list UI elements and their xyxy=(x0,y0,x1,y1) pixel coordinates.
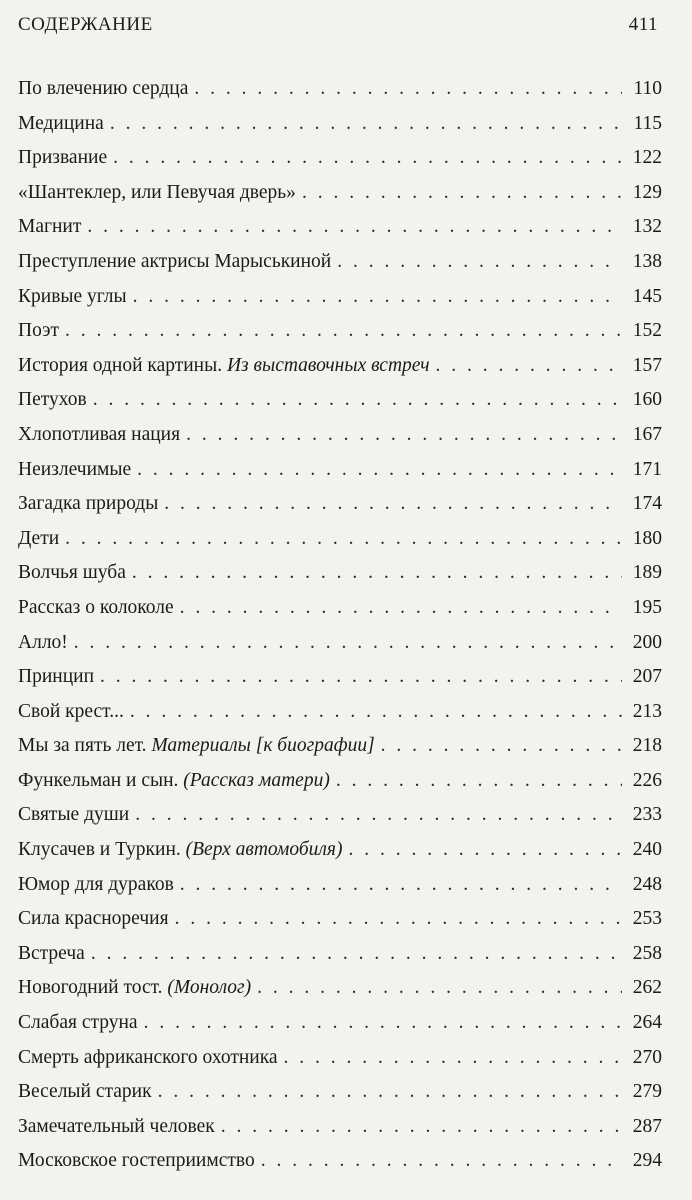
toc-entry xyxy=(18,286,662,321)
dot-leader xyxy=(65,320,622,342)
toc-entry xyxy=(18,874,662,909)
toc-entry xyxy=(18,493,662,528)
toc-entry-title: Призвание xyxy=(18,147,108,169)
dot-leader xyxy=(65,528,622,550)
toc-entry-page: 189 xyxy=(632,562,662,584)
toc-entry-title: Смерть африканского охотника xyxy=(18,1046,278,1068)
toc-entry-page: 248 xyxy=(632,873,662,895)
toc-entry-title: Юмор для дураков xyxy=(18,873,174,895)
dot-leader xyxy=(133,286,622,308)
dot-leader xyxy=(257,977,622,999)
toc-entry-page: 115 xyxy=(633,112,662,134)
toc-entry-title-group xyxy=(18,389,87,411)
dot-leader xyxy=(135,804,622,826)
dot-leader xyxy=(180,874,622,896)
toc-entry-page: 174 xyxy=(632,493,662,515)
toc-entry xyxy=(18,1116,662,1151)
toc-entry-title-group xyxy=(18,216,81,238)
toc-entry-title-group xyxy=(18,459,131,481)
toc-entry-page: 180 xyxy=(632,527,662,549)
toc-entry-title-group xyxy=(18,770,330,792)
toc-entry-title-group xyxy=(18,597,174,619)
toc-entry-title-group xyxy=(18,1150,255,1172)
dot-leader xyxy=(91,943,622,965)
toc-entry-subtitle: Материалы [к биографии] xyxy=(151,735,375,757)
dot-leader xyxy=(302,182,622,204)
toc-entry-title-group xyxy=(18,528,59,550)
dot-leader xyxy=(110,113,622,135)
toc-entry-title: Дети xyxy=(18,527,60,549)
toc-entry-title-group xyxy=(18,562,126,584)
toc-entry-title-group xyxy=(18,943,85,965)
toc-entry-page: 213 xyxy=(632,700,662,722)
toc-entry-title-group xyxy=(18,1012,138,1034)
table-of-contents xyxy=(18,78,662,1185)
dot-leader xyxy=(164,493,622,515)
toc-entry-title-group xyxy=(18,701,124,723)
toc-entry-title: Сила красноречия xyxy=(18,908,169,930)
toc-entry-subtitle: (Рассказ матери) xyxy=(183,769,330,791)
dot-leader xyxy=(186,424,622,446)
dot-leader xyxy=(180,597,622,619)
toc-entry-page: 160 xyxy=(632,389,662,411)
toc-entry xyxy=(18,459,662,494)
toc-entry-page: 152 xyxy=(632,320,662,342)
toc-entry-title: Алло! xyxy=(18,631,68,653)
toc-entry xyxy=(18,1081,662,1116)
toc-entry-page: 129 xyxy=(632,181,662,203)
page-number: 411 xyxy=(628,14,658,35)
toc-entry-title-group xyxy=(18,977,251,999)
toc-entry-page: 132 xyxy=(632,216,662,238)
toc-entry-page: 122 xyxy=(632,147,662,169)
toc-entry-subtitle: (Верх автомобиля) xyxy=(185,839,343,861)
toc-entry-title: Магнит xyxy=(18,216,82,238)
toc-entry-title-group xyxy=(18,182,296,204)
toc-entry-title: Преступление актрисы Марыськиной xyxy=(18,250,332,272)
toc-entry-title: Загадка природы xyxy=(18,493,159,515)
toc-entry xyxy=(18,597,662,632)
toc-entry-title: Неизлечимые xyxy=(18,458,132,480)
dot-leader xyxy=(130,701,622,723)
toc-entry-title-group xyxy=(18,78,188,100)
dot-leader xyxy=(137,459,622,481)
toc-entry-title-group xyxy=(18,874,174,896)
toc-entry-title: Святые души xyxy=(18,804,130,826)
toc-entry xyxy=(18,1150,662,1185)
toc-entry-page: 270 xyxy=(632,1046,662,1068)
toc-entry-page: 287 xyxy=(632,1115,662,1137)
dot-leader xyxy=(381,735,622,757)
toc-entry-page: 171 xyxy=(632,458,662,480)
toc-entry-title: Замечательный человек xyxy=(18,1115,215,1137)
toc-entry-title: Слабая струна xyxy=(18,1012,138,1034)
dot-leader xyxy=(337,251,622,273)
toc-entry-title-group xyxy=(18,320,59,342)
dot-leader xyxy=(93,389,622,411)
dot-leader xyxy=(175,908,622,930)
toc-entry-page: 226 xyxy=(632,769,662,791)
dot-leader xyxy=(100,666,622,688)
toc-entry-page: 138 xyxy=(632,250,662,272)
toc-entry-title: Веселый старик xyxy=(18,1081,152,1103)
dot-leader xyxy=(194,78,622,100)
toc-entry-page: 157 xyxy=(632,354,662,376)
toc-entry-page: 195 xyxy=(632,596,662,618)
dot-leader xyxy=(221,1116,622,1138)
toc-entry-title: Хлопотливая нация xyxy=(18,423,181,445)
toc-entry-page: 264 xyxy=(632,1012,662,1034)
toc-entry-page: 110 xyxy=(633,78,662,99)
dot-leader xyxy=(144,1012,622,1034)
toc-entry xyxy=(18,147,662,182)
toc-entry xyxy=(18,216,662,251)
toc-entry-title: Волчья шуба xyxy=(18,562,126,584)
toc-entry-page: 279 xyxy=(632,1081,662,1103)
toc-entry xyxy=(18,735,662,770)
running-head xyxy=(18,14,658,36)
toc-entry-title-group xyxy=(18,147,107,169)
toc-entry-title-group xyxy=(18,1116,215,1138)
toc-entry-title-group xyxy=(18,839,342,861)
toc-entry xyxy=(18,78,662,113)
toc-entry-title-group xyxy=(18,113,104,135)
toc-entry-title-group xyxy=(18,286,127,308)
toc-entry xyxy=(18,424,662,459)
toc-entry-title: По влечению сердца xyxy=(18,78,189,99)
toc-entry-title-group xyxy=(18,355,430,377)
dot-leader xyxy=(348,839,622,861)
toc-entry xyxy=(18,701,662,736)
dot-leader xyxy=(261,1150,622,1172)
toc-entry xyxy=(18,770,662,805)
toc-entry xyxy=(18,528,662,563)
toc-entry xyxy=(18,389,662,424)
toc-entry-page: 167 xyxy=(632,423,662,445)
toc-entry-subtitle: (Монолог) xyxy=(167,977,252,999)
toc-entry xyxy=(18,908,662,943)
toc-entry xyxy=(18,1047,662,1082)
toc-entry xyxy=(18,355,662,390)
toc-entry-title: Свой крест... xyxy=(18,700,124,722)
toc-entry-page: 262 xyxy=(632,977,662,999)
toc-entry xyxy=(18,666,662,701)
section-title: СОДЕРЖАНИЕ xyxy=(18,14,153,35)
toc-entry-title-group xyxy=(18,735,375,757)
toc-entry-title: Рассказ о колоколе xyxy=(18,596,174,618)
toc-entry-title: Московское гостеприимство xyxy=(18,1150,255,1172)
toc-entry-title-group xyxy=(18,908,169,930)
toc-entry xyxy=(18,943,662,978)
dot-leader xyxy=(74,632,622,654)
toc-entry-title: «Шантеклер, или Певучая дверь» xyxy=(18,181,296,203)
dot-leader xyxy=(336,770,622,792)
toc-entry-title-group xyxy=(18,493,158,515)
toc-entry xyxy=(18,977,662,1012)
dot-leader xyxy=(87,216,622,238)
toc-entry-title: Медицина xyxy=(18,112,104,134)
dot-leader xyxy=(158,1081,622,1103)
dot-leader xyxy=(436,355,623,377)
toc-entry-title: Функельман и сын. xyxy=(18,769,179,791)
toc-entry-title-group xyxy=(18,1081,152,1103)
toc-entry xyxy=(18,251,662,286)
dot-leader xyxy=(132,562,622,584)
toc-entry xyxy=(18,113,662,148)
toc-entry-title: Принцип xyxy=(18,666,95,688)
toc-entry-subtitle: Из выставочных встреч xyxy=(226,354,430,376)
toc-entry-page: 258 xyxy=(632,942,662,964)
toc-entry-title: Встреча xyxy=(18,942,85,964)
toc-entry-page: 207 xyxy=(632,666,662,688)
toc-entry-title: Поэт xyxy=(18,320,59,342)
toc-entry-title-group xyxy=(18,632,68,654)
dot-leader xyxy=(113,147,622,169)
toc-entry-title-group xyxy=(18,424,180,446)
toc-entry xyxy=(18,839,662,874)
toc-entry xyxy=(18,632,662,667)
toc-entry xyxy=(18,320,662,355)
toc-entry xyxy=(18,562,662,597)
toc-entry-page: 294 xyxy=(632,1150,662,1172)
toc-entry xyxy=(18,804,662,839)
dot-leader xyxy=(284,1047,622,1069)
toc-entry-title-group xyxy=(18,1047,278,1069)
toc-entry-page: 200 xyxy=(632,631,662,653)
toc-entry-title: История одной картины. xyxy=(18,354,223,376)
toc-entry-title-group xyxy=(18,251,331,273)
toc-entry-page: 145 xyxy=(632,285,662,307)
toc-entry-title-group xyxy=(18,804,129,826)
toc-entry-page: 253 xyxy=(632,908,662,930)
toc-entry-title: Мы за пять лет. xyxy=(18,735,147,757)
toc-entry-title: Кривые углы xyxy=(18,285,127,307)
toc-entry-page: 218 xyxy=(632,735,662,757)
toc-entry-title: Петухов xyxy=(18,389,87,411)
toc-entry-title: Новогодний тост. xyxy=(18,977,163,999)
toc-entry-title: Клусачев и Туркин. xyxy=(18,839,181,861)
toc-entry xyxy=(18,1012,662,1047)
toc-entry-page: 233 xyxy=(632,804,662,826)
toc-entry-page: 240 xyxy=(632,839,662,861)
toc-entry xyxy=(18,182,662,217)
toc-entry-title-group xyxy=(18,666,94,688)
